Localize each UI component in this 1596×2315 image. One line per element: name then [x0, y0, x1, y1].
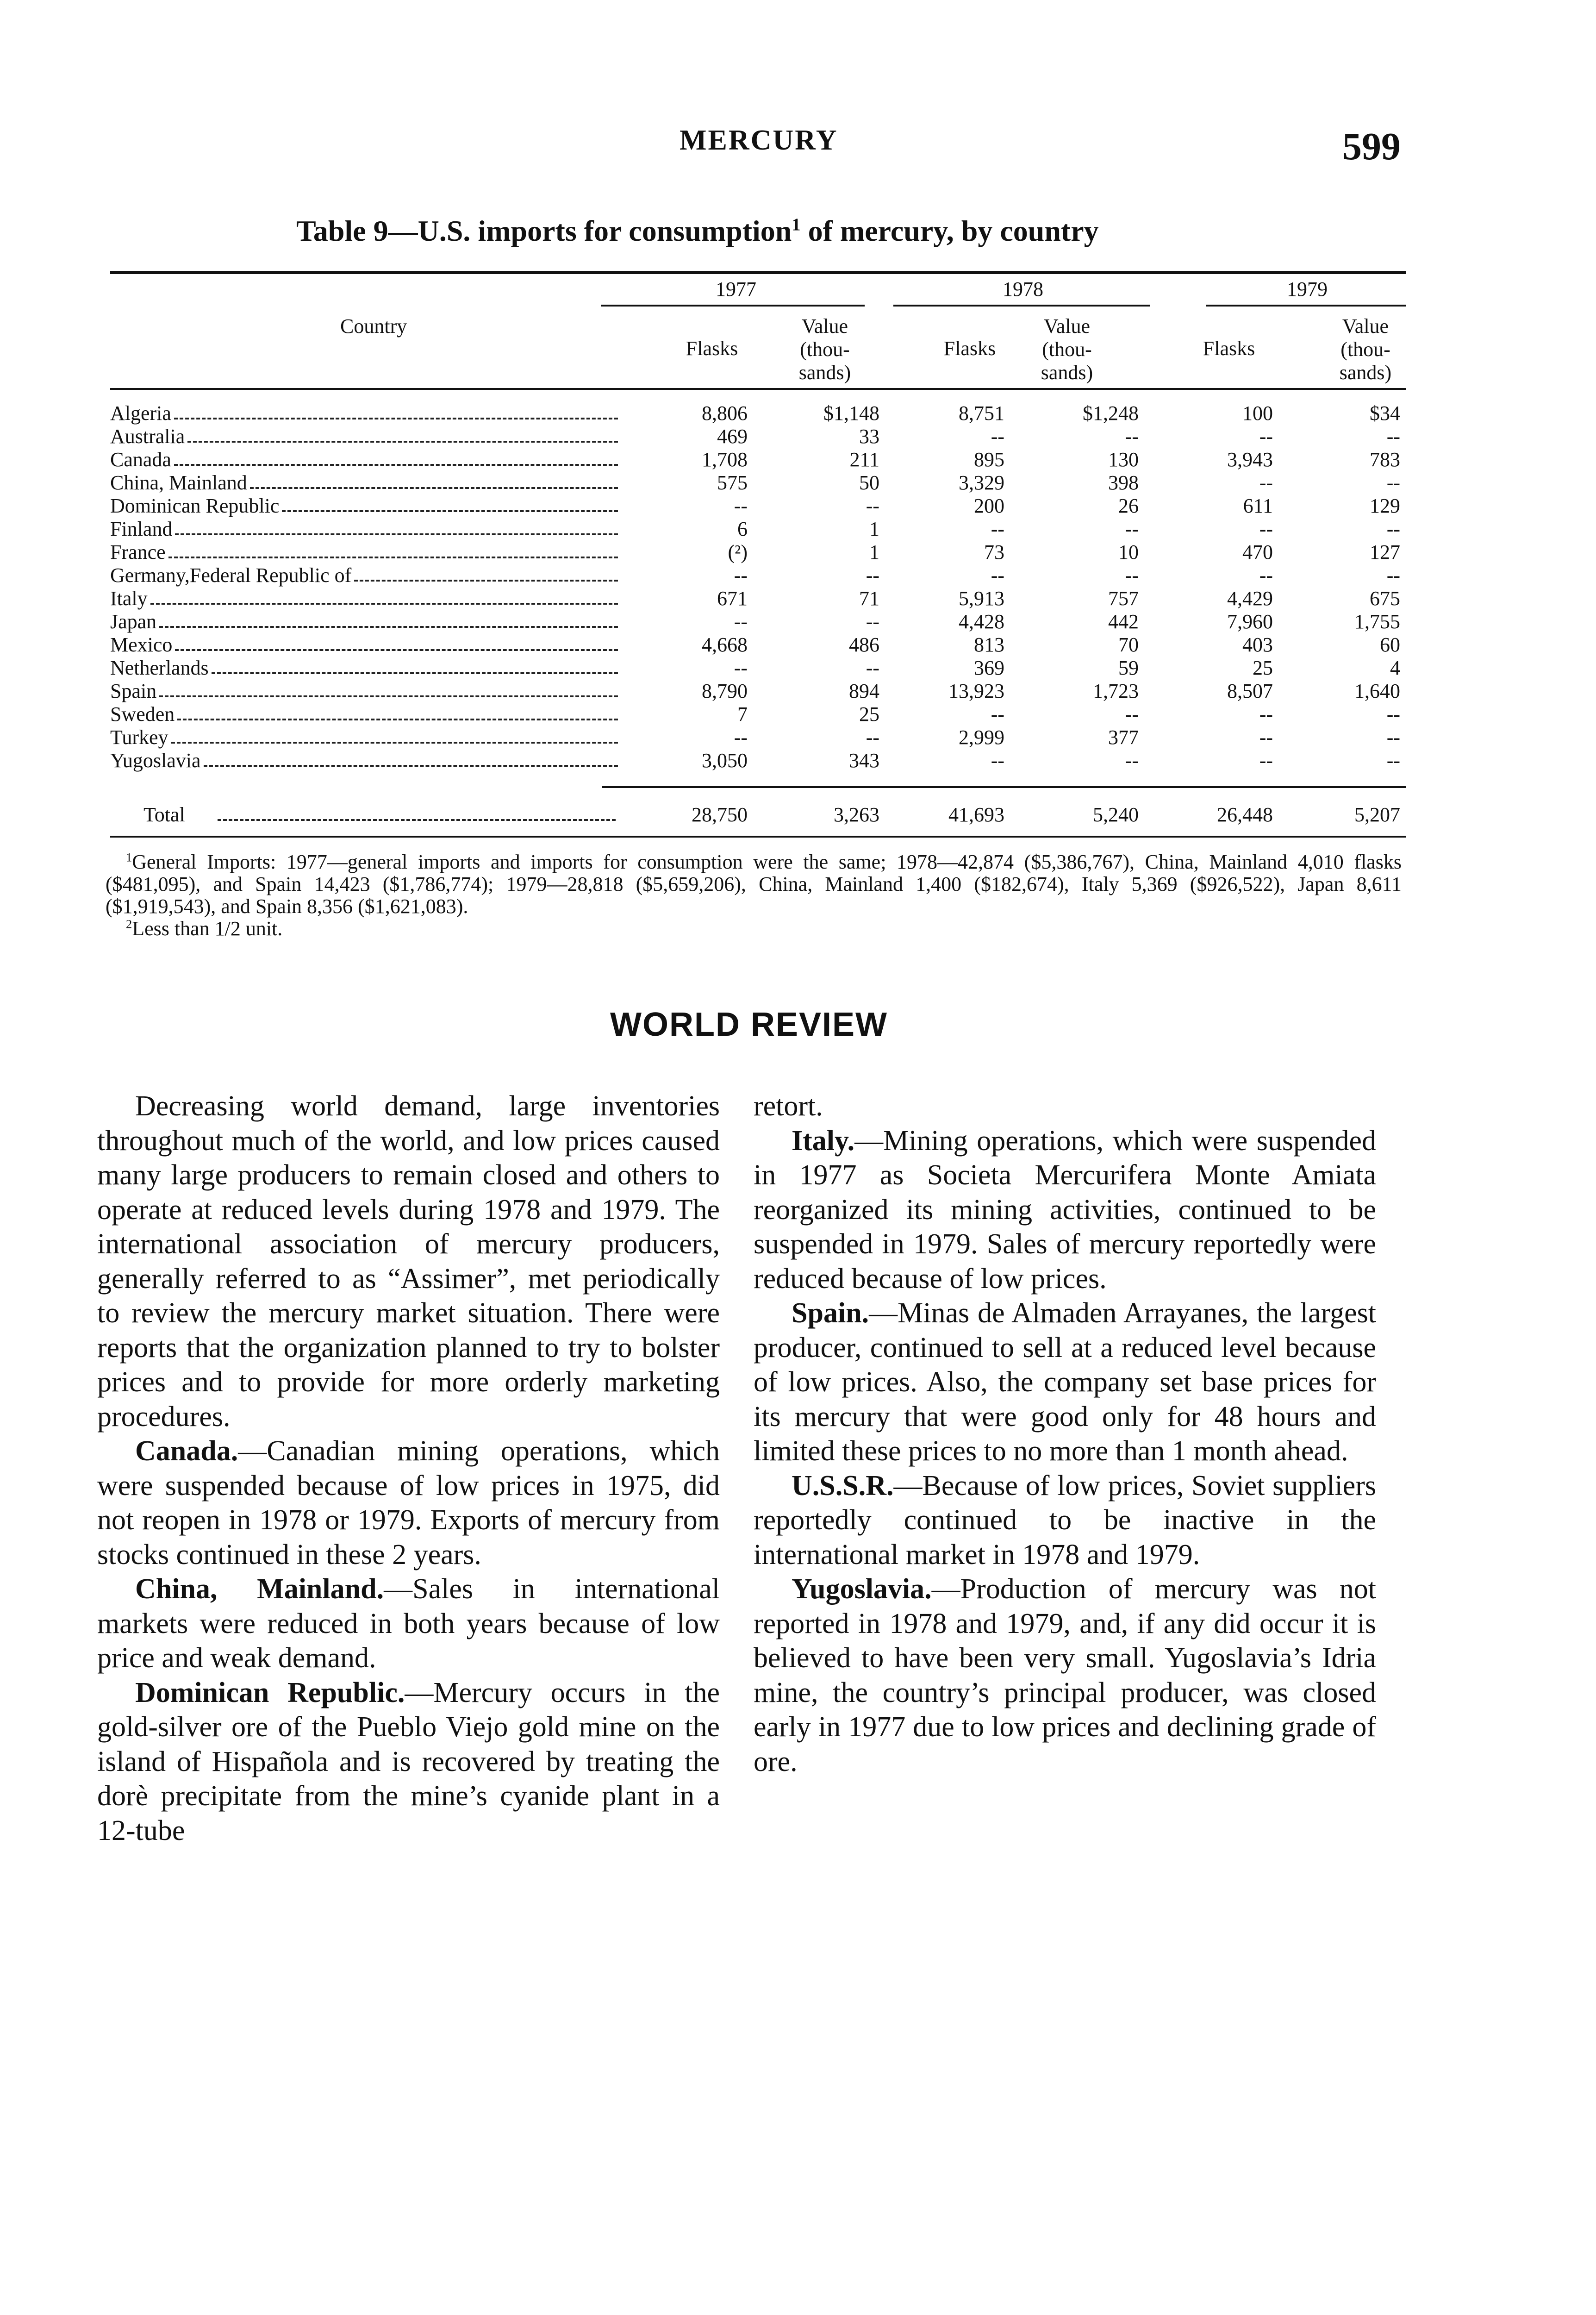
leader-dots — [354, 580, 618, 582]
table-row — [0, 657, 1596, 680]
total-rule — [602, 786, 1406, 788]
cell-1979-flasks: 403 — [1242, 633, 1273, 656]
value-header-line: sands) — [798, 361, 851, 384]
year-1979-header: 1979 — [1287, 278, 1328, 300]
cell-1978-flasks: 8,751 — [959, 402, 1004, 425]
flasks-1977-header: Flasks — [686, 337, 738, 360]
cell-1979-flasks: 4,429 — [1227, 587, 1273, 610]
cell-1978-flasks: 369 — [974, 657, 1004, 679]
total-label: Total — [143, 803, 185, 826]
leader-dots — [159, 695, 618, 697]
cell-1979-value: 127 — [1370, 541, 1400, 563]
china-paragraph — [97, 1572, 720, 1676]
leader-dots — [204, 765, 618, 767]
cell-1978-flasks: 813 — [974, 633, 1004, 656]
cell-1979-value: -- — [1386, 703, 1400, 726]
cell-1978-flasks: 4,428 — [959, 610, 1004, 633]
total-1977-value: 3,263 — [834, 803, 879, 826]
italy-paragraph — [754, 1124, 1376, 1296]
country-name: France — [110, 541, 166, 563]
cell-1977-value: -- — [866, 494, 879, 517]
footnote-1-text: General Imports: 1977—general imports and imports for consumption were the same; 1978—42,874 ($5,386,767), China, Mainland 4,010 flasks ($481,095), and Spain 14,423 ($1,786,774); 1979—28,818 ($5,659,206), China, Mainland 1,400 ($182,674), Italy 5,369 ($926,522), Japan 8,611 ($1,919,543), and Spain 8,356 ($1,621,083). — [106, 851, 1402, 918]
canada-heading: Canada. — [135, 1435, 238, 1467]
cell-1978-flasks: -- — [991, 425, 1004, 448]
country-name: Turkey — [110, 726, 168, 749]
table-row — [0, 610, 1596, 633]
cell-1978-flasks: 13,923 — [948, 680, 1004, 702]
ussr-heading: U.S.S.R. — [792, 1470, 894, 1502]
cell-1977-flasks: 575 — [717, 471, 748, 494]
spain-paragraph — [754, 1296, 1376, 1469]
intro-paragraph: Decreasing world demand, large inventories throughout much of the world, and low prices caused many large producers to remain closed and others to operate at reduced levels during 1978 and 1979. The international association of mercury producers, generally referred to as “Assimer”, met periodically to review the mercury market situation. There were reports that the organization planned to try to bolster prices and to provide for more orderly marketing procedures. — [97, 1090, 720, 1433]
value-header-line: (thou- — [800, 338, 850, 361]
footnote-2 — [106, 918, 1402, 940]
country-name: Algeria — [110, 402, 171, 425]
value-1977-header — [779, 315, 871, 384]
value-header-line: (thou- — [1042, 338, 1092, 361]
cell-1979-flasks: -- — [1259, 425, 1273, 448]
table-title-footnote-ref: 1 — [792, 215, 801, 235]
cell-1977-value: -- — [866, 657, 879, 679]
dominican-heading: Dominican Republic. — [135, 1677, 405, 1708]
cell-1977-flasks: 7 — [737, 703, 748, 726]
ussr-text: —Because of low prices, Soviet suppliers reportedly continued to be inactive in the international market in 1978 and 1979. — [754, 1470, 1376, 1570]
country-name: Australia — [110, 425, 185, 448]
cell-1979-flasks: 100 — [1242, 402, 1273, 425]
table-row — [0, 564, 1596, 587]
cell-1977-value: 33 — [859, 425, 879, 448]
cell-1979-flasks: 7,960 — [1227, 610, 1273, 633]
cell-1979-value: 4 — [1390, 657, 1400, 679]
country-name: Dominican Republic — [110, 494, 280, 517]
cell-1978-flasks: -- — [991, 518, 1004, 540]
table-row — [0, 726, 1596, 749]
cell-1979-flasks: -- — [1259, 518, 1273, 540]
cell-1978-value: -- — [1125, 703, 1139, 726]
left-column — [97, 1089, 720, 1848]
cell-1979-value: 783 — [1370, 448, 1400, 471]
table-footnotes — [106, 851, 1402, 940]
cell-1977-value: -- — [866, 726, 879, 749]
right-column — [754, 1089, 1376, 1779]
table-top-rule — [110, 271, 1406, 274]
leader-dots — [282, 510, 618, 512]
cell-1979-flasks: 25 — [1253, 657, 1273, 679]
country-name: Netherlands — [110, 657, 209, 679]
year-1979-spanner-rule — [1206, 305, 1406, 307]
country-name: China, Mainland — [110, 471, 247, 494]
cell-1978-value: 377 — [1108, 726, 1139, 749]
value-1978-header — [1021, 315, 1113, 384]
total-row — [0, 803, 1596, 826]
cell-1978-flasks: -- — [991, 749, 1004, 772]
yugoslavia-paragraph — [754, 1572, 1376, 1779]
cell-1977-flasks: 8,806 — [702, 402, 748, 425]
table-row — [0, 587, 1596, 610]
total-1978-value: 5,240 — [1093, 803, 1139, 826]
leader-dots — [159, 626, 618, 628]
table-row — [0, 448, 1596, 471]
china-heading: China, Mainland. — [135, 1573, 384, 1605]
canada-text: —Canadian mining operations, which were suspended because of low prices in 1975, did not reopen in 1978 or 1979. Exports of mercury from stocks continued in these 2 years. — [97, 1435, 720, 1570]
cell-1977-flasks: -- — [734, 726, 748, 749]
spain-heading: Spain. — [792, 1297, 869, 1329]
cell-1979-value: 129 — [1370, 494, 1400, 517]
leader-dots — [218, 819, 616, 821]
cell-1978-value: -- — [1125, 749, 1139, 772]
cell-1977-value: $1,148 — [823, 402, 879, 425]
section-heading: WORLD REVIEW — [610, 1006, 888, 1043]
value-header-line: Value — [801, 315, 848, 338]
cell-1979-value: -- — [1386, 425, 1400, 448]
cell-1977-flasks: 4,668 — [702, 633, 748, 656]
cell-1978-flasks: -- — [991, 703, 1004, 726]
cell-1978-value: 757 — [1108, 587, 1139, 610]
value-header-line: sands) — [1339, 361, 1392, 384]
cell-1977-flasks: -- — [734, 657, 748, 679]
cell-1978-flasks: -- — [991, 564, 1004, 587]
flasks-1979-header: Flasks — [1203, 337, 1255, 360]
cell-1979-value: -- — [1386, 471, 1400, 494]
cell-1977-flasks: 3,050 — [702, 749, 748, 772]
cell-1977-flasks: 8,790 — [702, 680, 748, 702]
cell-1977-value: 343 — [849, 749, 879, 772]
table-row — [0, 541, 1596, 564]
country-name: Spain — [110, 680, 157, 702]
table-row — [0, 402, 1596, 425]
italy-text: —Mining operations, which were suspended in 1977 as Societa Mercurifera Monte Amiata reorganized its mining activities, continued to be suspended in 1979. Sales of mercury reportedly were reduced because of low prices. — [754, 1125, 1376, 1295]
table-row — [0, 471, 1596, 494]
cell-1977-value: -- — [866, 564, 879, 587]
cell-1977-flasks: 469 — [717, 425, 748, 448]
cell-1978-flasks: 3,329 — [959, 471, 1004, 494]
table-title — [296, 214, 1222, 248]
cell-1979-flasks: 470 — [1242, 541, 1273, 563]
cell-1977-value: 894 — [849, 680, 879, 702]
table-bottom-rule — [110, 836, 1406, 838]
leader-dots — [177, 719, 618, 720]
cell-1977-value: 211 — [849, 448, 879, 471]
cell-1979-flasks: 3,943 — [1227, 448, 1273, 471]
flasks-1978-header: Flasks — [943, 337, 996, 360]
cell-1977-flasks: 671 — [717, 587, 748, 610]
total-1977-flasks: 28,750 — [692, 803, 748, 826]
total-1979-flasks: 26,448 — [1217, 803, 1273, 826]
cell-1978-value: 59 — [1118, 657, 1139, 679]
cell-1977-flasks: 6 — [737, 518, 748, 540]
footnote-2-mark: 2 — [126, 917, 132, 931]
table-row — [0, 703, 1596, 726]
running-head: MERCURY — [680, 125, 838, 156]
cell-1977-value: -- — [866, 610, 879, 633]
cell-1979-value: -- — [1386, 564, 1400, 587]
year-1977-header: 1977 — [716, 278, 756, 300]
leader-dots — [171, 742, 618, 744]
cell-1977-flasks: (²) — [728, 541, 748, 563]
cell-1979-value: 60 — [1380, 633, 1400, 656]
cell-1978-value: 10 — [1118, 541, 1139, 563]
value-1979-header — [1319, 315, 1412, 384]
table-title-text: Table 9—U.S. imports for consumption — [296, 214, 792, 247]
cell-1978-flasks: 200 — [974, 494, 1004, 517]
country-name: Japan — [110, 610, 157, 633]
table-row — [0, 425, 1596, 448]
cell-1977-value: 1 — [869, 541, 879, 563]
cell-1977-value: 25 — [859, 703, 879, 726]
cell-1979-value: 675 — [1370, 587, 1400, 610]
country-name: Sweden — [110, 703, 175, 726]
table-row — [0, 749, 1596, 772]
cell-1978-value: 398 — [1108, 471, 1139, 494]
country-name: Yugoslavia — [110, 749, 201, 772]
cell-1979-flasks: 611 — [1243, 494, 1273, 517]
total-1979-value: 5,207 — [1354, 803, 1400, 826]
country-name: Finland — [110, 518, 173, 540]
cell-1977-flasks: 1,708 — [702, 448, 748, 471]
cell-1978-flasks: 2,999 — [959, 726, 1004, 749]
country-name: Germany,Federal Republic of — [110, 564, 352, 587]
cell-1977-value: 1 — [869, 518, 879, 540]
cell-1978-value: -- — [1125, 425, 1139, 448]
country-column-header: Country — [340, 315, 407, 338]
cell-1979-flasks: 8,507 — [1227, 680, 1273, 702]
dominican-continuation: retort. — [754, 1090, 823, 1122]
cell-1978-value: 130 — [1108, 448, 1139, 471]
footnote-1 — [106, 851, 1402, 918]
dominican-text: —Mercury occurs in the gold-silver ore of the Pueblo Viejo gold mine on the island of Hispañola and is recovered by treating the dorè precipitate from the mine’s cyanide plant in a 12-tube — [97, 1677, 720, 1846]
footnote-1-mark: 1 — [126, 850, 132, 864]
value-header-line: sands) — [1041, 361, 1093, 384]
table-title-end: of mercury, by country — [800, 214, 1099, 247]
table-row — [0, 494, 1596, 518]
cell-1979-flasks: -- — [1259, 749, 1273, 772]
table-row — [0, 680, 1596, 703]
footnote-2-text: Less than 1/2 unit. — [132, 917, 283, 940]
china-text: —Sales in international markets were reduced in both years because of low price and weak demand. — [97, 1573, 720, 1674]
canada-paragraph — [97, 1434, 720, 1572]
ussr-paragraph — [754, 1469, 1376, 1572]
cell-1978-flasks: 895 — [974, 448, 1004, 471]
leader-dots — [175, 533, 618, 535]
cell-1979-flasks: -- — [1259, 703, 1273, 726]
cell-1978-value: 26 — [1118, 494, 1139, 517]
value-header-line: Value — [1342, 315, 1389, 338]
cell-1978-value: 70 — [1118, 633, 1139, 656]
value-header-line: Value — [1043, 315, 1091, 338]
cell-1978-flasks: 5,913 — [959, 587, 1004, 610]
page-number: 599 — [1342, 125, 1401, 168]
cell-1977-flasks: -- — [734, 494, 748, 517]
table-header-rule — [110, 388, 1406, 390]
cell-1978-flasks: 73 — [984, 541, 1004, 563]
cell-1977-value: 486 — [849, 633, 879, 656]
cell-1978-value: $1,248 — [1083, 402, 1139, 425]
cell-1979-value: $34 — [1370, 402, 1400, 425]
yugoslavia-heading: Yugoslavia. — [792, 1573, 932, 1605]
leader-dots — [174, 464, 618, 466]
leader-dots — [150, 603, 618, 605]
cell-1977-flasks: -- — [734, 610, 748, 633]
leader-dots — [212, 672, 618, 674]
leader-dots — [175, 649, 618, 651]
yugoslavia-text: —Production of mercury was not reported in 1978 and 1979, and, if any did occur it is believed to have been very small. Yugoslavia’s Idria mine, the country’s principal producer, was closed early in 1977 due to low prices and declining grade of ore. — [754, 1573, 1376, 1777]
country-name: Mexico — [110, 633, 173, 656]
table-row — [0, 518, 1596, 541]
total-1978-flasks: 41,693 — [948, 803, 1004, 826]
cell-1978-value: -- — [1125, 518, 1139, 540]
cell-1979-value: -- — [1386, 518, 1400, 540]
cell-1979-value: 1,640 — [1354, 680, 1400, 702]
cell-1978-value: 1,723 — [1093, 680, 1139, 702]
leader-dots — [168, 557, 618, 558]
italy-heading: Italy. — [792, 1125, 855, 1157]
cell-1979-flasks: -- — [1259, 564, 1273, 587]
year-1978-spanner-rule — [893, 305, 1150, 307]
country-name: Canada — [110, 448, 171, 471]
cell-1979-flasks: -- — [1259, 726, 1273, 749]
leader-dots — [174, 418, 618, 419]
table-row — [0, 633, 1596, 657]
cell-1978-value: 442 — [1108, 610, 1139, 633]
cell-1977-value: 71 — [859, 587, 879, 610]
year-1978-header: 1978 — [1003, 278, 1043, 300]
leader-dots — [187, 441, 618, 443]
cell-1977-flasks: -- — [734, 564, 748, 587]
cell-1979-value: -- — [1386, 749, 1400, 772]
dominican-paragraph — [97, 1676, 720, 1848]
country-name: Italy — [110, 587, 148, 610]
cell-1979-flasks: -- — [1259, 471, 1273, 494]
spain-text: —Minas de Almaden Arrayanes, the largest producer, continued to sell at a reduced level because of low prices. Also, the company set base prices for its mercury that were good only for 48 hours and limited these prices to no more than 1 month ahead. — [754, 1297, 1376, 1467]
value-header-line: (thou- — [1340, 338, 1390, 361]
year-1977-spanner-rule — [601, 305, 865, 307]
cell-1978-value: -- — [1125, 564, 1139, 587]
cell-1979-value: 1,755 — [1354, 610, 1400, 633]
cell-1979-value: -- — [1386, 726, 1400, 749]
leader-dots — [250, 487, 618, 489]
cell-1977-value: 50 — [859, 471, 879, 494]
